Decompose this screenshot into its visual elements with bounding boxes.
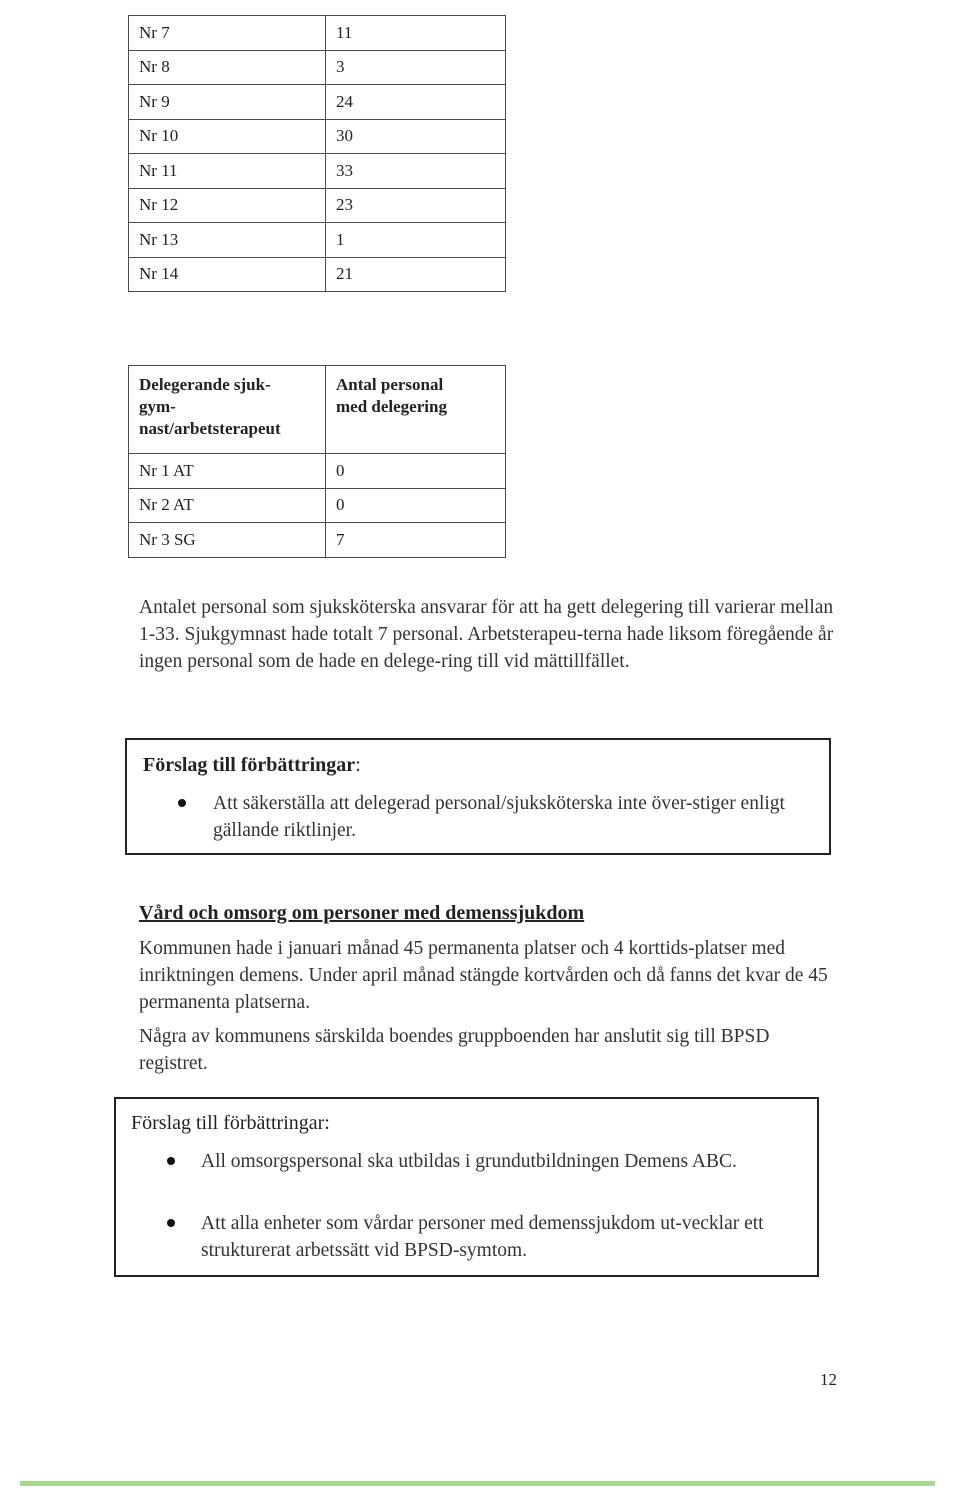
section-paragraph: Några av kommunens särskilda boendes gruppboenden har anslutit sig till BPSD registret. xyxy=(139,1026,770,1074)
table-cell-label: Nr 13 xyxy=(129,223,326,258)
title-text: Förslag till förbättringar xyxy=(143,754,356,776)
staff-count-table xyxy=(128,15,506,292)
bullet-icon xyxy=(178,799,186,807)
table-row xyxy=(129,188,506,223)
bullet-item: Att säkerställa att delegerad personal/sjuksköterska inte över-stiger enligt gällande riktlinjer. xyxy=(213,793,785,841)
improvement-box xyxy=(125,738,831,855)
table-header-staff-count xyxy=(326,366,506,454)
section-heading: Vård och omsorg om personer med demenssjukdom xyxy=(139,902,585,924)
table-cell-label: Nr 14 xyxy=(129,257,326,292)
table-row xyxy=(129,223,506,258)
table-header-row xyxy=(129,366,506,454)
delegation-table xyxy=(128,365,506,558)
header-label: Delegerande sjuk- gym- nast/arbetsterapeut xyxy=(139,375,281,438)
table-cell-value: 3 xyxy=(326,50,506,85)
table-cell-value: 33 xyxy=(326,154,506,189)
table-cell-value: 30 xyxy=(326,119,506,154)
table-row xyxy=(129,257,506,292)
table-cell-label: Nr 11 xyxy=(129,154,326,189)
table-cell-label: Nr 8 xyxy=(129,50,326,85)
table-row xyxy=(129,50,506,85)
table-cell-value: 11 xyxy=(326,16,506,51)
improvement-box xyxy=(114,1097,819,1277)
table-row xyxy=(129,119,506,154)
table-row xyxy=(129,488,506,523)
table-cell-value: 0 xyxy=(326,488,506,523)
table-cell-value: 24 xyxy=(326,85,506,120)
table-cell-label: Nr 2 AT xyxy=(129,488,326,523)
table-cell-label: Nr 3 SG xyxy=(129,523,326,558)
table-header-delegating xyxy=(129,366,326,454)
table-row xyxy=(129,16,506,51)
header-label: Antal personal med delegering xyxy=(336,375,447,416)
footer-divider xyxy=(20,1481,935,1486)
table-row xyxy=(129,454,506,489)
page-number: 12 xyxy=(820,1370,837,1389)
table-cell-value: 0 xyxy=(326,454,506,489)
table-cell-label: Nr 9 xyxy=(129,85,326,120)
improvement-box-title xyxy=(131,1112,330,1135)
table-cell-label: Nr 1 AT xyxy=(129,454,326,489)
table-cell-label: Nr 10 xyxy=(129,119,326,154)
bullet-item: All omsorgspersonal ska utbildas i grundutbildningen Demens ABC. xyxy=(201,1151,737,1172)
section-paragraph: Kommunen hade i januari månad 45 permanenta platser och 4 korttids-platser med inriktningen demens. Under april månad stängde kortvården och då fanns det kvar de 45 permanenta platserna. xyxy=(139,938,828,1013)
delegation-paragraph: Antalet personal som sjuksköterska ansvarar för att ha gett delegering till varierar mellan 1-33. Sjukgymnast hade totalt 7 personal. Arbetsterapeu-terna hade liksom föregående år ingen personal som de hade en delege-ring till vid mättillfället. xyxy=(139,597,834,672)
table-cell-value: 23 xyxy=(326,188,506,223)
table-row xyxy=(129,154,506,189)
bullet-icon xyxy=(167,1219,175,1227)
table-cell-label: Nr 7 xyxy=(129,16,326,51)
table-cell-value: 1 xyxy=(326,223,506,258)
improvement-box-title xyxy=(143,754,361,777)
title-text: Förslag till förbättringar xyxy=(131,1112,325,1134)
table-row xyxy=(129,85,506,120)
table-cell-value: 7 xyxy=(326,523,506,558)
title-suffix: : xyxy=(355,754,361,776)
bullet-item: Att alla enheter som vårdar personer med demenssjukdom ut-vecklar ett strukturerat arbetssätt vid BPSD-symtom. xyxy=(201,1213,764,1261)
table-row xyxy=(129,523,506,558)
bullet-icon xyxy=(167,1157,175,1165)
title-suffix: : xyxy=(324,1112,330,1134)
table-cell-label: Nr 12 xyxy=(129,188,326,223)
table-cell-value: 21 xyxy=(326,257,506,292)
